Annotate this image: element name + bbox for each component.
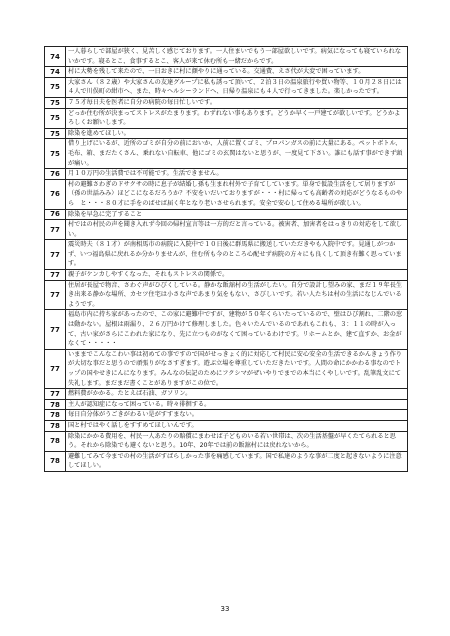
table-row: [45, 389, 408, 400]
comment-cell: [66, 169, 408, 180]
comment-cell: [66, 108, 408, 128]
table-row: [45, 410, 408, 421]
table-row: [45, 220, 408, 240]
comment-text: 震災時夫（８１才）が南相馬市の病院に入院中で１０日後に群馬県に搬送していただきやも入院中です。見通しがつかず、いつ福島県に戻れるか分かりませんが、住む所も今のところ心配せず病院の方々にも良くして頂き有難く思っています。: [68, 241, 402, 268]
age-cell: 78: [45, 399, 66, 410]
comment-text: 親子がケンカしやすくなった、それもストレスの関係で。: [68, 271, 229, 279]
table-row: [45, 128, 408, 139]
comment-cell: [66, 431, 408, 451]
document-page: [44, 46, 408, 472]
page-number: 33: [220, 605, 230, 613]
table-row: [45, 67, 408, 78]
comment-text: 主人が認知症になって困っている。時々徘徊する。: [68, 400, 211, 408]
comment-cell: [66, 410, 408, 421]
age-cell: 78: [45, 451, 66, 471]
table-row: [45, 420, 408, 431]
comment-text: 村の避難さわぎのドサクサの時に息子が結婚し孫も生まれ村外で子育てしています。単身で仮設生活をして居りますが（孫の世話みみ）ほどこになるだろうか？不安をいだいておりますが・・・村に帰っても高齢者の対応がどうなるものやら と・・・８０才に手をのばせば届く年となり老いさせられます。安全で安心して住める場所が欲しい。: [68, 180, 403, 207]
comment-text: 国と村ではやく話しをすすめてほしいんです。: [68, 421, 198, 429]
comment-cell: [66, 280, 408, 310]
age-cell: 77: [45, 310, 66, 349]
age-cell: 77: [45, 349, 66, 388]
table-row: [45, 280, 408, 310]
comment-cell: [66, 389, 408, 400]
age-cell: 74: [45, 67, 66, 78]
table-row: [45, 451, 408, 471]
comment-text: ７５才毎日夫を医者に自分の病院の毎日忙しいです。: [68, 98, 217, 106]
comment-text: 村ではの村民の声を聞き入れず今回の帰村宣言等は一方的だと言っている。被害者、加害者をはっきりの対応をして欲しい。: [68, 221, 403, 238]
comment-text: どっか住む所が決まってストレスがたまります。わずれない事もあります。どうか早く一戸建てが欲しいです。どうかよろしくお願いします。: [68, 109, 401, 127]
age-cell: 75: [45, 139, 66, 169]
comment-text: 一人暮らしで部屋が狭く、見苦しく感じております。一人住まいでもう一部屋欲しいです。病気になっても寝ていられないかです。寝るとこ、食事するとこ、客人が来て休む所も一緒だからです。: [68, 48, 402, 65]
comment-text: 避難してみて今までの村の生活がすばらしかった事を痛感しています。国で私達のような事が二度と起きないように注意してほしい。: [68, 452, 402, 470]
comment-text: 住居が長屋で物音、さわぐ声がひびくしている。静かな飯舘村の生活がしたい。自分で設計し望みの家、まだ１９年長生き出来る静かな場所、カセツ住宅は小さな声であまり気をもない、さびしいです。若い人たちは村の生活になじんでいるようです。: [68, 281, 403, 308]
age-cell: 75: [45, 97, 66, 108]
age-cell: 77: [45, 270, 66, 281]
age-cell: 77: [45, 220, 66, 240]
table-row: [45, 399, 408, 410]
table-row: [45, 209, 408, 220]
age-cell: 75: [45, 77, 66, 97]
table-row: [45, 240, 408, 270]
comment-text: 村に大勢を残して来たので、一日おきに村に顔やりに通っている。交通費、えさ代が大変で困っています。: [68, 68, 365, 76]
comment-cell: [66, 77, 408, 97]
comment-cell: [66, 209, 408, 220]
table-row: [45, 169, 408, 180]
comment-cell: [66, 399, 408, 410]
age-cell: 78: [45, 420, 66, 431]
age-cell: 76: [45, 169, 66, 180]
comment-cell: [66, 179, 408, 209]
table-row: [45, 270, 408, 281]
comment-text: 除染を早急に完了すること: [68, 210, 143, 218]
comment-cell: [66, 310, 408, 349]
age-cell: 74: [45, 47, 66, 67]
table-row: [45, 47, 408, 67]
age-cell: 77: [45, 389, 66, 400]
age-cell: 76: [45, 179, 66, 209]
age-cell: 75: [45, 128, 66, 139]
age-cell: 78: [45, 431, 66, 451]
table-row: [45, 97, 408, 108]
comment-cell: [66, 220, 408, 240]
table-row: [45, 310, 408, 349]
comment-text: 除染を進めてほしい。: [68, 129, 130, 137]
comment-cell: [66, 128, 408, 139]
table-row: [45, 431, 408, 451]
comment-cell: [66, 420, 408, 431]
comment-text: 月１０万円の生活費では不可能です。生活できません。: [68, 170, 223, 178]
table-row: [45, 179, 408, 209]
age-cell: 77: [45, 240, 66, 270]
comment-cell: [66, 47, 408, 67]
comment-text: いままでこんなこわい事は初めての事ですので国がせっきょく的に対応して村民に安心安全の生活できるかんきょう作りが大切な事だと思うので頑張りがなさすぎます。遊ぶ立場を尊重していただきたいです。人間の命にかかわる事なのでトップの国やせきにんになります。みんなの伝記のためにフクシマがぜいやりでまでの本当にくやしいです。乱筆乱文にて失礼します。まだまだ書くことがありますがこの位で。: [68, 350, 402, 387]
comment-text: 除染にかかる費用を、村民一人あたりの賠償にまわせば子どものいる若い世帯は、次の生活基盤が早くたてられると思う。それから除染でも避くないと思う。10年、20年では前の飯舘村には戻れないから。: [68, 432, 396, 450]
age-cell: 76: [45, 209, 66, 220]
comments-table-body: [45, 47, 408, 472]
comment-cell: [66, 97, 408, 108]
comment-cell: [66, 349, 408, 388]
table-row: [45, 139, 408, 169]
comment-text: 福島市内に持ち家があったので、この家に避難中ですが、建物が５０年くらいたっているので、壁はひび割れ、二階の窓は動かない。屋根は雨漏り、２６万円かけて修理しました。色々いたんでいるのであれもこれも、３：１１の時が入って、古い家がさらにこわれた家になり、先に立つものがなくて困っているわけです。リホームとか、建て直すか、お金がなくて・・・・・: [68, 311, 403, 348]
comment-text: 借り上げにいるが、近所のゴミが自分の前においか、人前に置くゴミ、プロパンガスの前に大量にある。ペットボトル、毛布、箱、まだたくさん、乗れない自転車、他にゴミの玄関はないと思うが、一度見て下さい。誰にも話す事ができず頭が痛い。: [68, 140, 403, 167]
comment-cell: [66, 270, 408, 281]
table-row: [45, 349, 408, 388]
age-cell: 77: [45, 280, 66, 310]
comment-text: 毎日自分体がうごきがわるい是がすすまない。: [68, 411, 198, 419]
comment-cell: [66, 240, 408, 270]
comment-cell: [66, 139, 408, 169]
comment-text: 燃料費がかかる。たとえば石油、ガソリン。: [68, 390, 192, 398]
comment-cell: [66, 451, 408, 471]
comment-text: 大家さん（８２歳）や大家さんの友達グループに私も誘って頂いて、２泊３日の温泉旅行や買い物等、１０月２８日には４人で川俣町の紺市へ、また、時々ヘルシーランドへ、日帰り温泉にも４人で行ってきました。楽しかったです。: [68, 78, 402, 96]
comments-table: [44, 46, 408, 472]
table-row: [45, 108, 408, 128]
table-row: [45, 77, 408, 97]
age-cell: 78: [45, 410, 66, 421]
age-cell: 75: [45, 108, 66, 128]
comment-cell: [66, 67, 408, 78]
